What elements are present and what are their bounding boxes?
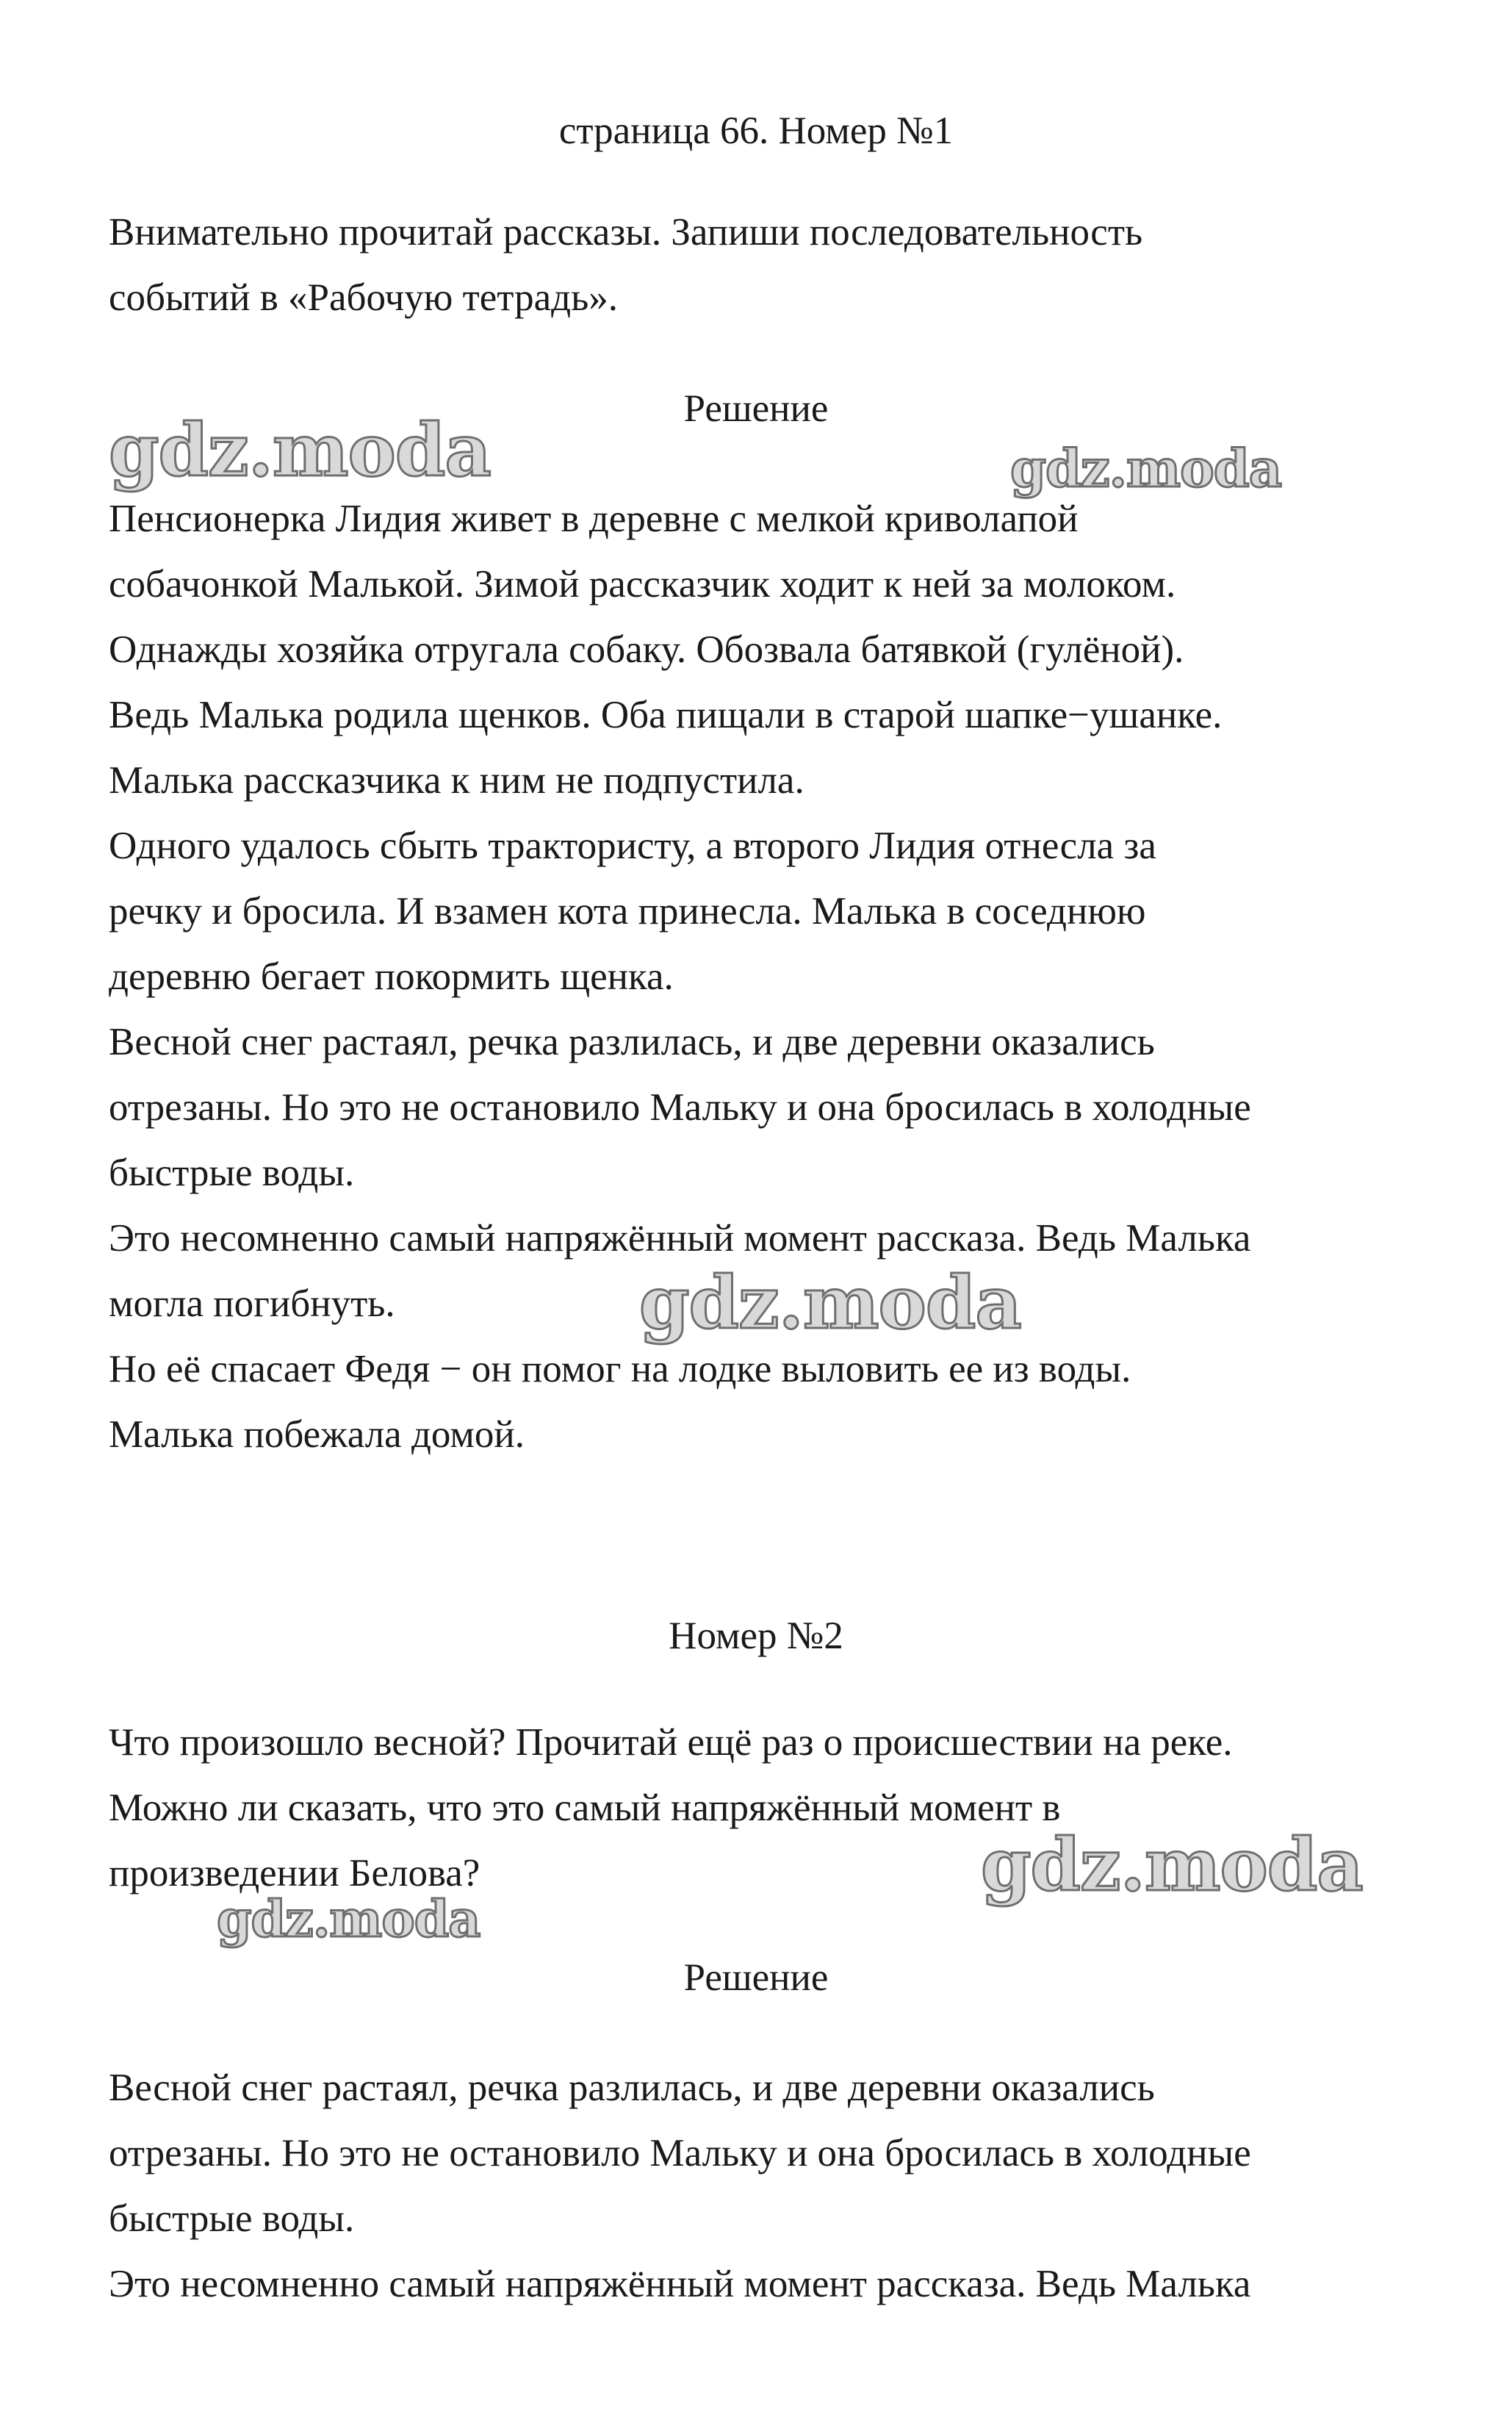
task1-answer-line: Но её спасает Федя − он помог на лодке выловить ее из воды. xyxy=(109,1348,1131,1390)
task1-answer-line: могла погибнуть. xyxy=(109,1282,395,1325)
task1-question-line-1: Внимательно прочитай рассказы. Запиши последовательность xyxy=(109,211,1143,254)
task1-answer-line: Ведь Малька родила щенков. Оба пищали в старой шапке−ушанке. xyxy=(109,694,1223,736)
task2-answer-line: быстрые воды. xyxy=(109,2197,355,2240)
task1-answer-line: речку и бросила. И взамен кота принесла. Малька в соседнюю xyxy=(109,890,1146,933)
task1-answer-line: Это несомненно самый напряжённый момент рассказа. Ведь Малька xyxy=(109,1217,1251,1260)
task1-solution-label: Решение xyxy=(683,387,829,430)
page-title: страница 66. Номер №1 xyxy=(558,109,954,152)
task1-question-line-2: событий в «Рабочую тетрадь». xyxy=(109,276,619,319)
task1-answer-line: Малька побежала домой. xyxy=(109,1413,525,1456)
task2-answer-line: Весной снег растаял, речка разлилась, и две деревни оказались xyxy=(109,2066,1155,2109)
watermark: gdz.moda xyxy=(1010,438,1282,499)
task2-title: Номер №2 xyxy=(669,1615,843,1657)
task1-answer-line: Однажды хозяйка отругала собаку. Обозвала батявкой (гулёной). xyxy=(109,628,1184,671)
watermark: gdz.moda xyxy=(981,1823,1363,1908)
task2-question-line-2: Можно ли сказать, что это самый напряжённый момент в xyxy=(109,1787,1061,1829)
task1-answer-line: быстрые воды. xyxy=(109,1152,355,1194)
task1-answer-line: Весной снег растаял, речка разлилась, и две деревни оказались xyxy=(109,1021,1155,1063)
task2-solution-label: Решение xyxy=(683,1956,829,1999)
watermark: gdz.moda xyxy=(217,1890,480,1949)
task1-answer-line: Одного удалось сбыть трактористу, а второго Лидия отнесла за xyxy=(109,825,1156,867)
task2-answer-line: Это несомненно самый напряжённый момент рассказа. Ведь Малька xyxy=(109,2263,1251,2305)
task1-answer-line: деревню бегает покормить щенка. xyxy=(109,955,674,998)
task2-question-line-3: произведении Белова? xyxy=(109,1852,480,1895)
watermark: gdz.moda xyxy=(639,1261,1021,1346)
task2-answer-line: отрезаны. Но это не остановило Мальку и она бросилась в холодные xyxy=(109,2132,1251,2175)
watermark: gdz.moda xyxy=(109,409,491,493)
task2-question-line-1: Что произошло весной? Прочитай ещё раз о происшествии на реке. xyxy=(109,1721,1233,1764)
task1-answer-line: Пенсионерка Лидия живет в деревне с мелкой криволапой xyxy=(109,498,1079,540)
task1-answer-line: собачонкой Малькой. Зимой рассказчик ходит к ней за молоком. xyxy=(109,563,1176,606)
task1-answer-line: отрезаны. Но это не остановило Мальку и она бросилась в холодные xyxy=(109,1086,1251,1129)
task1-answer-line: Малька рассказчика к ним не подпустила. xyxy=(109,759,804,802)
